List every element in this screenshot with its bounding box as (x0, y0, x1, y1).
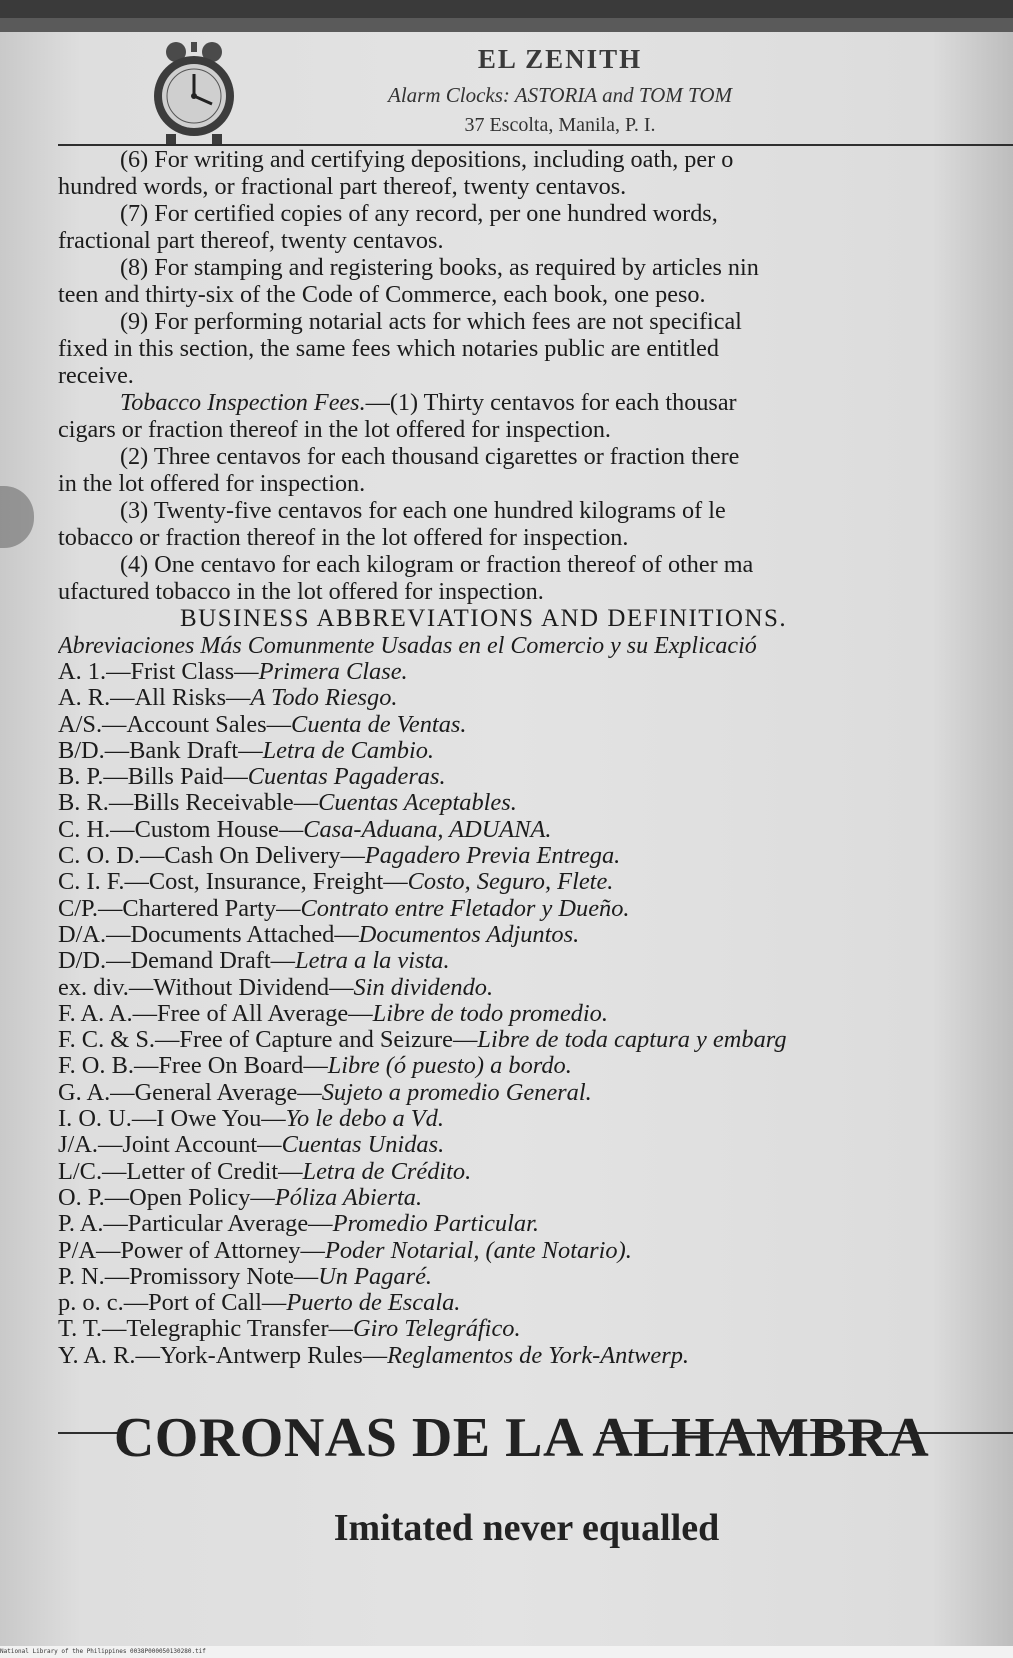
abbr-en: P. A.—Particular Average— (58, 1211, 333, 1238)
list-item (58, 1290, 1013, 1316)
list-item (58, 790, 1013, 816)
list-item (58, 685, 1013, 711)
section-subtitle: Abreviaciones Más Comunmente Usadas en el Comercio y su Explicació (58, 633, 757, 659)
paragraph-6-cont: hundred words, or fractional part thereof, twenty centavos. (58, 173, 627, 200)
abbr-en: C. O. D.—Cash On Delivery— (58, 843, 365, 870)
list-item (58, 1080, 1013, 1106)
abbr-es: Contrato entre Fletador y Dueño. (300, 895, 630, 922)
abbr-en: p. o. c.—Port of Call— (58, 1290, 287, 1317)
abbr-es: Reglamentos de York-Antwerp. (387, 1342, 690, 1369)
list-item (58, 1316, 1013, 1342)
abbr-es: Pagadero Previa Entrega. (364, 843, 621, 870)
list-item (58, 1027, 1013, 1053)
abbr-en: C/P.—Chartered Party— (58, 895, 301, 922)
abbr-en: ex. div.—Without Dividend— (58, 974, 354, 1001)
thumb-shadow (0, 486, 34, 548)
tobacco-p2-cont: in the lot offered for inspection. (58, 470, 366, 497)
ad-title: CORONAS DE LA ALHAMBRA (113, 1407, 930, 1469)
paragraph-7: (7) For certified copies of any record, per one hundred words, (120, 200, 718, 227)
tobacco-p1-lead: —(1) Thirty centavos for each thousar (365, 389, 737, 416)
abbr-en: D/D.—Demand Draft— (58, 948, 296, 975)
list-item (58, 1185, 1013, 1211)
tobacco-label: Tobacco Inspection Fees. (120, 389, 366, 416)
list-item (58, 738, 1013, 764)
abbr-es: Letra de Crédito. (302, 1158, 472, 1185)
abbr-es: Sujeto a promedio General. (321, 1079, 592, 1106)
paragraph-9-cont2: receive. (58, 362, 134, 389)
abbr-es: Poder Notarial, (ante Notario). (324, 1237, 632, 1264)
list-item (58, 1053, 1013, 1079)
list-item (58, 948, 1013, 974)
header-subtitle: Alarm Clocks: ASTORIA and TOM TOM (388, 83, 732, 107)
list-item (58, 817, 1013, 843)
abbr-en: Y. A. R.—York-Antwerp Rules— (58, 1342, 388, 1369)
tobacco-p2-lead: (2) Three centavos for each thousand cigarettes or fraction there (120, 443, 740, 470)
abbr-en: T. T.—Telegraphic Transfer— (58, 1316, 353, 1343)
tobacco-p4-cont: ufactured tobacco in the lot offered for inspection. (58, 578, 544, 605)
abbr-en: A/S.—Account Sales— (58, 711, 292, 738)
list-item (58, 1106, 1013, 1132)
scan-footer: National Library of the Philippines 0038P000050130280.tif (0, 1646, 1013, 1658)
abbr-en: B/D.—Bank Draft— (58, 737, 263, 764)
list-item (58, 1264, 1013, 1290)
list-item (58, 1159, 1013, 1185)
abbr-es: Póliza Abierta. (274, 1184, 423, 1211)
abbr-es: Documentos Adjuntos. (358, 921, 580, 948)
list-item (58, 1211, 1013, 1237)
alarm-clock-icon (148, 38, 240, 150)
abbr-en: P/A—Power of Attorney— (58, 1237, 325, 1264)
page (0, 18, 1013, 1646)
list-item (58, 975, 1013, 1001)
abbreviation-list (58, 659, 1013, 1369)
list-item (58, 712, 1013, 738)
paragraph-7-cont: fractional part thereof, twenty centavos. (58, 227, 444, 254)
abbr-en: G. A.—General Average— (58, 1079, 322, 1106)
abbr-es: Promedio Particular. (332, 1211, 539, 1238)
abbr-en: I. O. U.—I Owe You— (58, 1106, 286, 1133)
abbr-en: A. 1.—Frist Class— (58, 659, 259, 685)
abbr-en: B. P.—Bills Paid— (58, 764, 248, 791)
abbr-en: O. P.—Open Policy— (58, 1184, 275, 1211)
paragraph-6: (6) For writing and certifying depositions, including oath, per o (120, 146, 734, 173)
abbr-es: Letra de Cambio. (262, 737, 435, 764)
abbr-en: F. O. B.—Free On Board— (58, 1053, 328, 1080)
abbr-es: Giro Telegráfico. (352, 1316, 521, 1343)
header (0, 28, 1013, 148)
abbr-es: Libre de toda captura y embarg (477, 1027, 787, 1054)
abbr-es: Casa-Aduana, ADUANA. (303, 816, 552, 843)
abbr-es: Cuentas Aceptables. (318, 790, 517, 817)
abbr-es: Cuentas Unidas. (281, 1132, 445, 1159)
abbr-es: Sin dividendo. (353, 974, 494, 1001)
abbr-es: Libre (ó puesto) a bordo. (327, 1053, 572, 1080)
paragraph-8-cont: teen and thirty-six of the Code of Commerce, each book, one peso. (58, 281, 706, 308)
abbr-es: Cuenta de Ventas. (291, 711, 467, 738)
header-title: EL ZENITH (477, 44, 643, 74)
tobacco-p3-lead: (3) Twenty-five centavos for each one hundred kilograms of le (120, 497, 726, 524)
section-title: BUSINESS ABBREVIATIONS AND DEFINITIONS. (180, 605, 788, 632)
abbr-en: F. A. A.—Free of All Average— (58, 1000, 373, 1027)
list-item (58, 1001, 1013, 1027)
abbr-en: P. N.—Promissory Note— (58, 1263, 319, 1290)
advertisement (0, 1406, 1013, 1550)
abbr-es: Yo le debo a Vd. (285, 1106, 444, 1133)
abbr-en: B. R.—Bills Receivable— (58, 790, 319, 817)
fees-text (58, 146, 1013, 1369)
abbr-es: Letra a la vista. (295, 948, 450, 975)
paragraph-9: (9) For performing notarial acts for which fees are not specifical (120, 308, 742, 335)
list-item (58, 764, 1013, 790)
list-item (58, 869, 1013, 895)
abbr-es: Primera Clase. (258, 659, 408, 685)
abbr-es: Costo, Seguro, Flete. (407, 869, 614, 896)
abbr-en: C. I. F.—Cost, Insurance, Freight— (58, 869, 408, 896)
tobacco-p1-cont: cigars or fraction thereof in the lot offered for inspection. (58, 416, 611, 443)
tobacco-p4-lead: (4) One centavo for each kilogram or fraction thereof of other ma (120, 551, 754, 578)
abbr-es: Libre de todo promedio. (372, 1000, 608, 1027)
list-item (58, 843, 1013, 869)
abbr-en: C. H.—Custom House— (58, 816, 304, 843)
tobacco-p3-cont: tobacco or fraction thereof in the lot offered for inspection. (58, 524, 629, 551)
abbr-es: Puerto de Escala. (286, 1290, 461, 1317)
abbr-es: Un Pagaré. (318, 1263, 432, 1290)
tobacco-paragraph-1 (58, 389, 1013, 416)
list-item (58, 896, 1013, 922)
list-item (58, 1132, 1013, 1158)
abbr-en: A. R.—All Risks— (58, 685, 251, 712)
abbr-en: F. C. & S.—Free of Capture and Seizure— (58, 1027, 478, 1054)
list-item (58, 922, 1013, 948)
list-item (58, 1238, 1013, 1264)
list-item (58, 659, 1013, 685)
abbr-en: D/A.—Documents Attached— (58, 921, 359, 948)
abbr-en: L/C.—Letter of Credit— (58, 1158, 303, 1185)
ad-tagline: Imitated never equalled (333, 1507, 720, 1549)
abbr-es: Cuentas Pagaderas. (247, 764, 446, 791)
header-address: 37 Escolta, Manila, P. I. (464, 114, 656, 136)
paragraph-8: (8) For stamping and registering books, as required by articles nin (120, 254, 759, 281)
abbr-en: J/A.—Joint Account— (58, 1132, 282, 1159)
paragraph-9-cont: fixed in this section, the same fees which notaries public are entitled (58, 335, 719, 362)
list-item (58, 1343, 1013, 1369)
abbr-es: A Todo Riesgo. (250, 685, 398, 712)
